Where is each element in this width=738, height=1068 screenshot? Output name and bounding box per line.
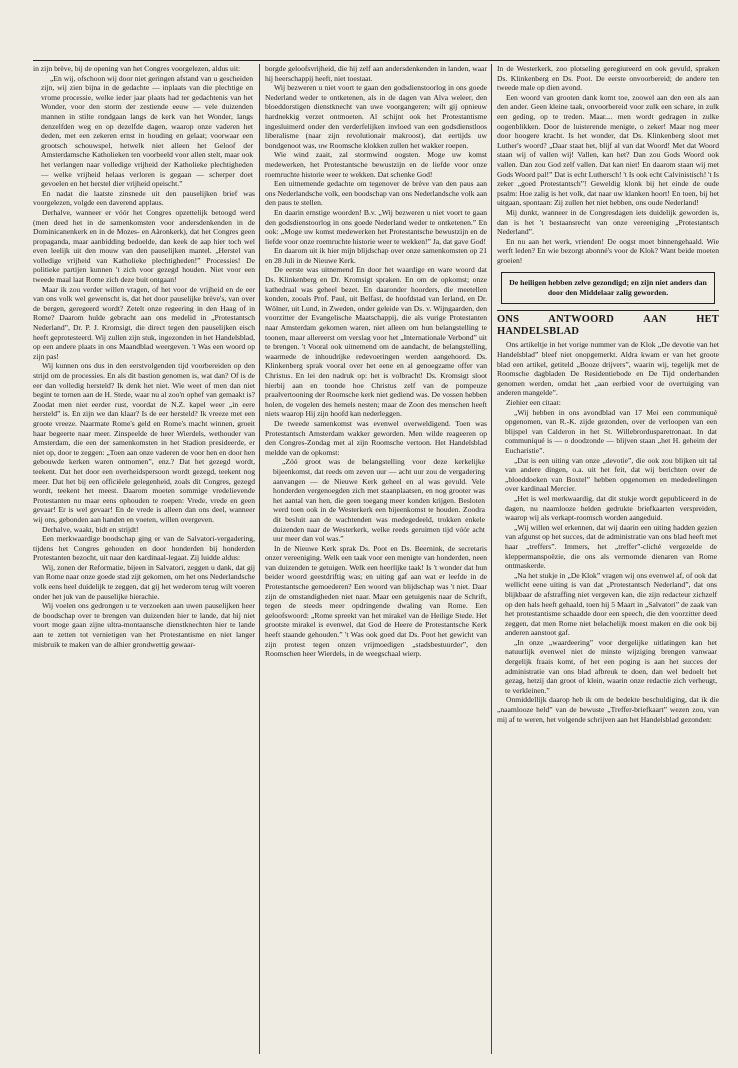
paragraph: De tweede samenkomst was evenwel overweldigend. Toen was Protestantsch Amsterdam wakker geworden. Men wilde reageeren op den Congres-Zondag met al zijn Roomsche vertoon. Het Handelsblad meldde van de opkomst:: [265, 418, 487, 457]
column-1: [33, 64, 255, 1054]
paragraph: Wie wind zaait, zal stormwind oogsten. Moge uw komst medewerken, het Protestantsche bewustzijn en de liefde voor onze roemruchte historie weer te wekken. Dat schenke God!: [265, 150, 487, 179]
paragraph: in zijn brève, bij de opening van het Congres voorgelezen, aldus uit:: [33, 64, 241, 73]
paragraph: En nadat die laatste zinsnede uit den pauselijken brief was voorgelezen, volgde een daverend applaus.: [33, 188, 255, 208]
paragraph: En daarin ernstige woorden! B.v. „Wij bezweren u niet voort te gaan den godsdienstoorlog in ons goede Nederland weder te ontketenen.” En ook: „Moge uw komst medewerken het Protestantsche bewustzijn en de liefde voor onze roemruchte historie weer te wekken!” Ja, dat gave God!: [265, 207, 487, 246]
paragraph: In de Nieuwe Kerk sprak Ds. Poot en Ds. Beernink, de secretaris onzer vereeniging. Welk een taak voor een menigte van honderden, neen van duizenden te getuigen. Welk een heerlijke taak! Is 't wonder dat hun beider woord geestdriftig was; en uiting gaf aan wat er leefde in de Protestantsche gemoederen? Een woord van blijdschap was 't niet. Daar zijn de omstandigheden niet naar. Maar een getuigenis naar de Schrift, tegen de steeds meer opdringende dwaling van Rome. Een geloofswoord: „Rome spreekt van het mirakel van de Heilige Stede. Het grootste mirakel is evenwel, dat God de Heere de Protestantsche Kerk heeft staande gehouden.” 't Was ook goed dat Ds. Poot het gewicht van zijn protest tegen onzen vrijmoedigen „stadsbestuurder”, den Roomschen heer Wierdels, in de weegschaal wierp.: [265, 543, 487, 659]
column-divider: [259, 64, 260, 1054]
paragraph: De eerste was uitnemend En door het waardige en ware woord dat Ds. Klinkenberg en Dr. Kromsigt spraken. En om de opkomst; onze kathedraal was geheel bezet. En daaronder hoorders, die meetellen konden, zooals Prof. Paul, uit Belfast, de hoofdstad van Ierland, en Dr. Wölner, uit Lund, in Zweden, onder geleide van Ds. v. Wijngaarden, den voorzitter der Evangelische Maatschappij, die als vurige Protestanten naar Amsterdam gekomen waren, niet alleen om hun belangstelling te toonen, maar allereerst om verslag voor het „Internationale Verbond” uit te brengen. 't Vooral ook uitnemend om de aandacht, de belangstelling, waarmede de inhoudrijke redevoeringen werden aangehoord. Ds. Klinkenberg sprak vooral over het eene en al genoegzame offer van Christus. En lei den nadruk op: het is volbracht! Ds. Kromsigt sloot hierbij aan en toonde hoe Christus zelf van de pompeuze praalvertooning der Roomsche kerk niet gediend was. De vossen hebben holen, de vogelen des hemels nesten; maar de Zoon des menschen heeft niets waarop Hij zijn hoofd kan nederleggen.: [265, 265, 487, 419]
paragraph: Mij dunkt, wanneer in de Congresdagen iets duidelijk geworden is, dan is het 't bestaansrecht van onze vereeniging „Protestantsch Nederland”.: [497, 207, 719, 237]
paragraph: „Wij hebben in ons avondblad van 17 Mei een communiqué opgenomen, van R.-K. zijde gezonden, over de verloopen van een blijspel van Calderon in het St. Willebrordusparetronaat. In dat communiqué is — o doodzonde — blijven staan „het H. geheim der Eucharistie”.: [505, 407, 717, 455]
paragraph: In de Westerkerk, zoo plotseling geregiureerd en ook gevuld, spraken Ds. Klinkenberg en Ds. Poot. De eerste onvoorbereid; de andere ten tweede male op dien avond.: [497, 64, 719, 93]
article-heading: ONS ANTWOORD AAN HET HANDELSBLAD: [497, 310, 719, 338]
paragraph: „Dat is een uiting van onze „devotie”, die ook zou blijken uit tal van andere dingen, o.a. uit het feit, dat wij berichten over de „bloeddoeken van Boxtel” hebben opgenomen en mededeelingen over kardinaal Mercier.: [505, 455, 717, 494]
paragraph: Een merkwaardige boodschap ging er van de Salvatori-vergadering, tijdens het Congres gehouden en door honderden bij honderden Protestanten bezocht, uit naar den kardinaal-legaat. Zij luidde aldus:: [33, 534, 255, 563]
paragraph: Ziehier een citaat:: [506, 398, 561, 408]
paragraph: Wij, zonen der Reformatie, bijeen in Salvatori, zeggen u dank, dat gij van Rome naar onze goede stad zijt gekomen, om het ons Nederlandsche volk eens heel duidelijk te zeggen, dat gij het wederom terug wilt voeren onder het juk van de pauselijke hierachie.: [33, 562, 255, 601]
paragraph: En nu aan het werk, vrienden! De oogst moet binnengehaald. Wie werft leden? En wie bezorgt abonné's voor de Klok? Want beide moeten groeien!: [497, 236, 719, 265]
paragraph: Een woord van grooten dank komt toe, zoowel aan den een als aan den ander. Geen kleine taak, onvoorbereid voor zulk een schare, in zulk een geding, op te treden. Maar.... men wordt gedragen in zulke oogenblikken. Door de luisterende menigte, o zeker! Maar nog meer door hoogere kracht. Is het wonder, dat Ds. Klinkenberg sloot met Luther's woord? „Daar staat het, blijf al van dat Woord! Met dat Woord staan wij of vallen wij! Vallen, kan het? Dan zou Gods Woord ook vallen. Dan zou God zelf vallen. Dat kan niet! En daarom staan wij met Gods Woord pal!” Dat is echt Luthersch! 't Is ook echt Calvinistisch! 't Is zeker „goed Protestantsch”! Geweldig klonk bij het einde de oude psalm: Hoe zalig is het volk, dat naar uw klanken hoort! En toen, bij het uitgaan, spontaan: Zij zullen het niet hebben, ons oude Nederland!: [497, 92, 719, 208]
paragraph: Wij kunnen ons dus in den eerstvolgenden tijd voorbereiden op den strijd om de processies. En als dit bastion genomen is, wat dan? Of is de eer dan volledig hersteld? Ik denk het niet. Wie weet of men dan niet begint te tornen aan de H. Stede, waar nu al zoo'n ophef van gemaakt is? Zoodat men niet eerder rust, voordat de N.Z. kapel weer „in eere hersteld” is. En zijn we dan klaar? Is de eer hersteld? Ik vreeze met een groote vreeze. Naarmate Rome's geld en Rome's macht winnen, groeit haar begeerte naar meer. Zinspeelde de heer Wierdels, wethouder van Amsterdam, die een der samenkomsten in het Stadion presideerde, er niet op, door te zeggen: „Toen aan onze vaderen de voor hen en door hen gebouwde kerken waren ontnomen”, enz.? Dat het gezegd wordt, teekent. Dat het door een overheidspersoon wordt gezegd, teekent nog meer. Dat het bij een officiëele gelegenheid, zoals dit Congres, gezegd wordt, teekent het meest. Daarom moeten sommige vredelievende Protestanten nu maar eens ophouden te roepen: Vrede, vrede en geen gevaar! Er is wel gevaar! En de vrede is alleen dan ons deel, wanneer wij ons, gebonden aan handen en voeten, willen overgeven.: [33, 361, 255, 524]
column-divider: [491, 64, 492, 1054]
notice-box: [501, 272, 715, 304]
paragraph: „Wij willen wel erkennen, dat wij daarin een uiting hadden gezien van afgunst op het succes, dat de administratie van ons blad heeft met haar „treffers”. Immers, het „treffer”-cliché vergezelde de kleppermanspoëzie, die ons als vermomde dienaren van Rome ontmaskerde.: [505, 522, 717, 571]
column-3-article: [497, 340, 719, 724]
paragraph: Maar ik zou verder willen vragen, of het voor de vrijheid en de eer van ons volk wel gewenscht is, dat het door pauselijke brève's, van over de bergen, geregeerd wordt? Zetelt onze regeering in den Haag of in Rome? Daarom hulde gebracht aan ons medelid in „Protestantsch Nederland”, Dr. P. J. Kromsigt, die direct tegen den pauselijken eisch heeft geprotesteerd. Wij zullen zijn stuk, ingezonden in het Handelsblad, op een andere plaats in ons Maandblad weergeven. 't Was een woord op zijn pas!: [33, 284, 255, 361]
paragraph: „En wij, ofschoon wij door niet geringen afstand van u gescheiden zijn, wij zien bijna in de gedachte — inplaats van die plechtige en vrome processie, welke ieder jaar plaats had ter gedachtenis van het Wonder, voor den storm der zestiende eeuw — vele duizenden mannen in stilte rondgaan langs de kerk van het Wonder, langs denzelfden weg en op dezelfde dagen, waarop onze vaderen het deden, met een zekeren ernst in houding en gelaat; voorwaar een grootsch schouwspel, hetwelk niet alleen het Geloof der Amsterdamsche Katholieken ten voorbeeld voor allen stelt, maar ook het verlangen naar volledige vrijheid der Katholieke plechtigheden — welke vrijheid helaas verloren is gegaan — scherper doet gevoelen en het herstel dier vrijheid opeischt.”: [41, 73, 253, 189]
paragraph: En daarom uit ik hier mijn blijdschap over onze samenkomsten op 21 en 28 Juli in de Nieuwe Kerk.: [265, 246, 487, 265]
paragraph: Ons artikeltje in het vorige nummer van de Klok „De devotie van het Handelsblad” bleef niet onopgemerkt. Aldra kwam er van het groote blad een artikel, getiteld „Booze drijvers”, waarin wij, tegelijk met de Roomsche dagbladen De Residentiebode en De Tijd onderhanden genomen werden, omdat het „aan eerbied voor de overtuiging van anderen mangelde”.: [497, 340, 719, 398]
top-rule: [33, 60, 720, 61]
paragraph: borgde geloofsvrijheid, die hij zelf aan andersdenkenden in landen, waar hij heerschappij heeft, niet toestaat.: [265, 64, 487, 83]
column-2: [265, 64, 487, 1054]
paragraph: „Het is wel merkwaardig, dat dit stukje wordt gepubliceerd in de dagen, nu naamlooze helden gedrukte briefkaarten verspreiden, waarop wij als verkapt-roomsch worden aangeduid.: [505, 493, 717, 523]
paragraph: Derhalve, wanneer er vóór het Congres opzettelijk betoogd werd (men deed het in de samenkomsten voor andersdenkenden in de Dominicanenkerk en in de Mozes- en Aäronkerk), dat het Congres geen propaganda, maar aanbidding bedoelde, dan keek de aap hier toch wel even leelijk uit den mouw van den pauselijken mantel. „Herstel van volledige vrijheid van Katholieke plechtigheden!” Processies! De politieke partijen kunnen 't zich voor gezegd houden. Niet voor een tweede maal laat Rome zich deze buit ontgaan!: [33, 207, 255, 285]
column-3: [497, 64, 719, 1054]
column-3-text: [497, 64, 719, 265]
paragraph: Onmiddellijk daarop heb ik om de bedekte beschuldiging, dat ik die „naamlooze held” van de bewuste „Treffer-briefkaart” wezen zou, van mij af te weren, het volgende schrijven aan het Handelsblad gezonden:: [497, 695, 719, 724]
paragraph: „Na het stukje in „De Klok” vragen wij ons evenwel af, of ook dat wellicht eene uiting is van dat „Protestantsch Nederland”, dat ons blijkbaar de afstraffing niet vergeven kan, die zijn redacteur zichzelf op den hals heeft gehaald, toen hij 5 Maart in „Salvatori” de zaak van het protestantisme schaadde door een speech, die den voorzitter deed zeggen, dat men Rome niet belachelijk moest maken en die ook bij anderen aanstoot gaf.: [505, 570, 717, 638]
notice-text: De heiligen hebben zelve gezondigd; en zijn niet anders dan door den Middelaar zalig geworden.: [509, 278, 707, 298]
paragraph: Derhalve, waakt, bidt en strijdt!: [42, 524, 139, 534]
paragraph: Wij voelen ons gedrongen u te verzoeken aan uwen pauselijken heer de boodschap over te brengen van duizenden hier te lande, dat hij niet voort moge gaan zijne ultra-montaansche dienstknechten hier te lande aan te zetten tot vernietigen van het Protestantisme en niet langer misbruik te maken van de alhier grondwettig gewaar-: [33, 601, 255, 649]
paragraph: „In onze „waardeering” voor dergelijke uitlatingen kan het natuurlijk evenwel niet de minste wijziging brengen vanwaar dergelijk fraais komt, of het een poging is aan het succes der administratie van ons blad afbreuk te doen, dan wel bedoelt het gezag, hetzij dan groot of klein, waarin onze redactie zich verheugt, te verkleinen.”: [505, 637, 717, 695]
paragraph: „Zóó groot was de belangstelling voor deze kerkelijke bijeenkomst, dat reeds om zeven uur — acht uur zou de vergadering aanvangen — de Nieuwe Kerk geheel en al was gevuld. Vele honderden vergenoegden zich met staanplaatsen, en nog grooter was het aantal van hen, die geen toegang meer konden krijgen. Besloten werd toen ook in de Westerkerk een bijeenkomst te houden. Zoodra dit besluit aan de wachtenden was medegedeeld, trokken enkele duizenden naar de Westerkerk, welke reeds geruimen tijd vóór acht uur meer dan vol was.”: [273, 457, 485, 544]
paragraph: Wij bezweren u niet voort te gaan den godsdienstoorlog in ons goede Nederland weder te ontketenen, als in de dagen van Alva weleer, den bloeddorstigen dienstknecht van uwe voorgangeren; wilt gij opnieuw hardnekkig verzet ontmoeten. Al schijnt ook het Protestantisme ingesluimerd onder den verderfelijken invloed van een godsdienstloos liberalisme (naar zijn revolutionair makroost), dat eertijds uw bondgenoot was, uw Roomsche klokken zullen het wakker roepen.: [265, 83, 487, 150]
paragraph: Een uitnemende gedachte om tegenover de brève van den paus aan ons Nederlandsche volk, een boodschap van ons Nederlandsche volk aan den paus te stellen.: [265, 179, 487, 208]
